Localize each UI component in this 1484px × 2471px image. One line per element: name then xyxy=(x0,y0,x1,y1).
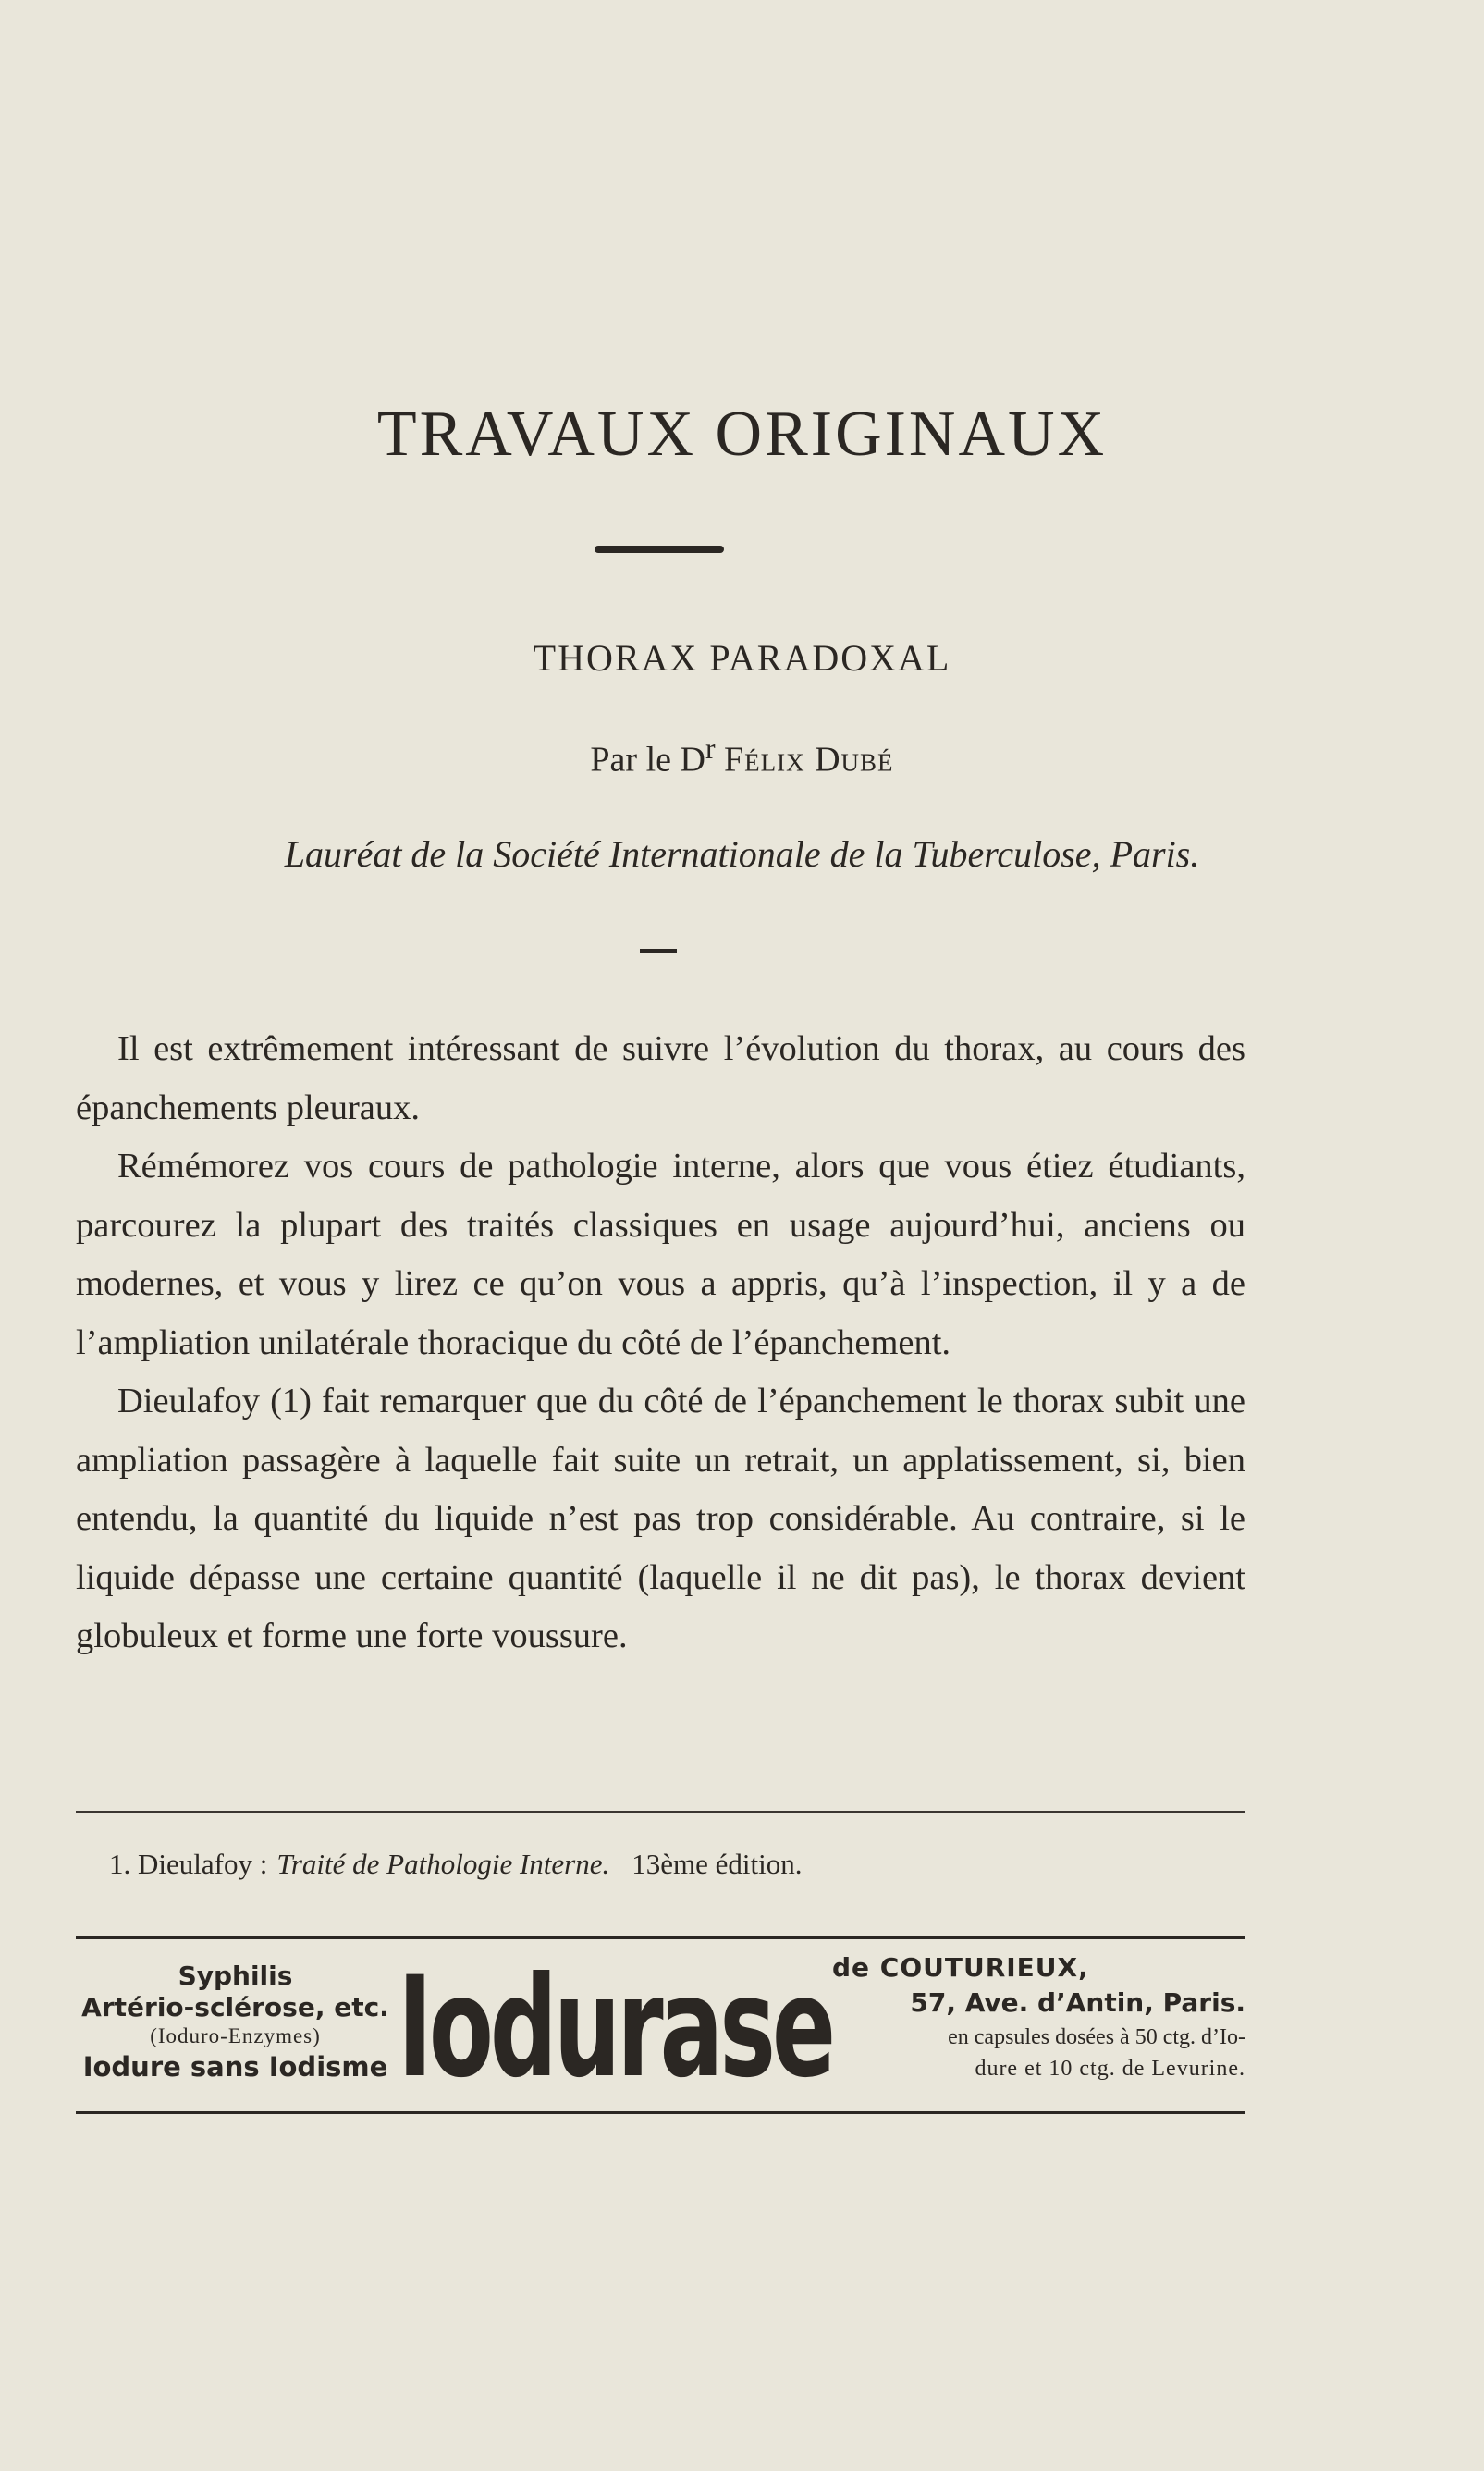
footnote xyxy=(109,1848,802,1881)
paragraph: Il est extrêmement intéressant de suivre l’évolution du thorax, au cours des épanchements pleuraux. xyxy=(76,1029,1245,1127)
ad-left-line: Iodure sans Iodisme xyxy=(82,2051,388,2083)
article-body xyxy=(76,1020,1245,1666)
ad-left-line: Artério-sclérose, etc. xyxy=(81,1992,389,2022)
byline-prefix: Par le D xyxy=(590,740,705,780)
ad-right-line: en capsules dosées à 50 ctg. d’Io- xyxy=(948,2025,1245,2049)
ad-right-line: dure et 10 ctg. de Levurine. xyxy=(975,2057,1245,2081)
ad-brand-name: Iodurase xyxy=(397,1948,833,2108)
footnote-rule xyxy=(76,1811,1245,1813)
article-title: THORAX PARADOXAL xyxy=(533,637,951,679)
separator-rule xyxy=(640,949,677,953)
ad-left-line: (Ioduro-Enzymes) xyxy=(150,2024,321,2047)
ad-left-line: Syphilis xyxy=(178,1961,293,1991)
ad-right-line: de COUTURIEUX, xyxy=(832,1952,1089,1983)
paragraph: Dieulafoy (1) fait remarquer que du côté de l’épanchement le thorax subit une ampliation passagère à laquelle fait suite un retrait, un applatissement, si, bien entendu, la quantité du liquide n’est pas trop considérable. Au contraire, si le liquide dépasse une certaine quantité (laquelle il ne dit pas), le thorax devient globuleux et forme une forte voussure. xyxy=(76,1382,1245,1655)
author-name: Félix Dubé xyxy=(724,740,894,780)
ad-top-rule xyxy=(76,1936,1245,1939)
section-heading: TRAVAUX ORIGINAUX xyxy=(376,399,1108,470)
ad-left-column xyxy=(76,1961,395,2084)
byline-sup: r xyxy=(705,732,716,765)
ad-right-column xyxy=(832,1951,1245,2084)
paragraph: Rémémorez vos cours de pathologie interne, alors que vous étiez étudiants, parcourez la plupart des traités classiques en usage aujourd’hui, anciens ou modernes, et vous y lirez ce qu’on vous a appris, qu’à l’inspection, il y a de l’ampliation unilatérale thoracique du côté de l’épanchement. xyxy=(76,1147,1245,1362)
footnote-work: Traité de Pathologie Interne. xyxy=(276,1848,610,1880)
footnote-marker: 1. xyxy=(109,1848,131,1880)
footnote-author: Dieulafoy : xyxy=(138,1848,268,1880)
ornamental-rule xyxy=(595,546,724,553)
ad-bottom-rule xyxy=(76,2111,1245,2114)
ad-right-line: 57, Ave. d’Antin, Paris. xyxy=(910,1987,1245,2018)
footnote-edition: 13ème édition. xyxy=(632,1848,803,1880)
author-affiliation: Lauréat de la Société Internationale de la Tuberculose, Paris. xyxy=(284,833,1200,875)
byline xyxy=(0,732,1484,781)
